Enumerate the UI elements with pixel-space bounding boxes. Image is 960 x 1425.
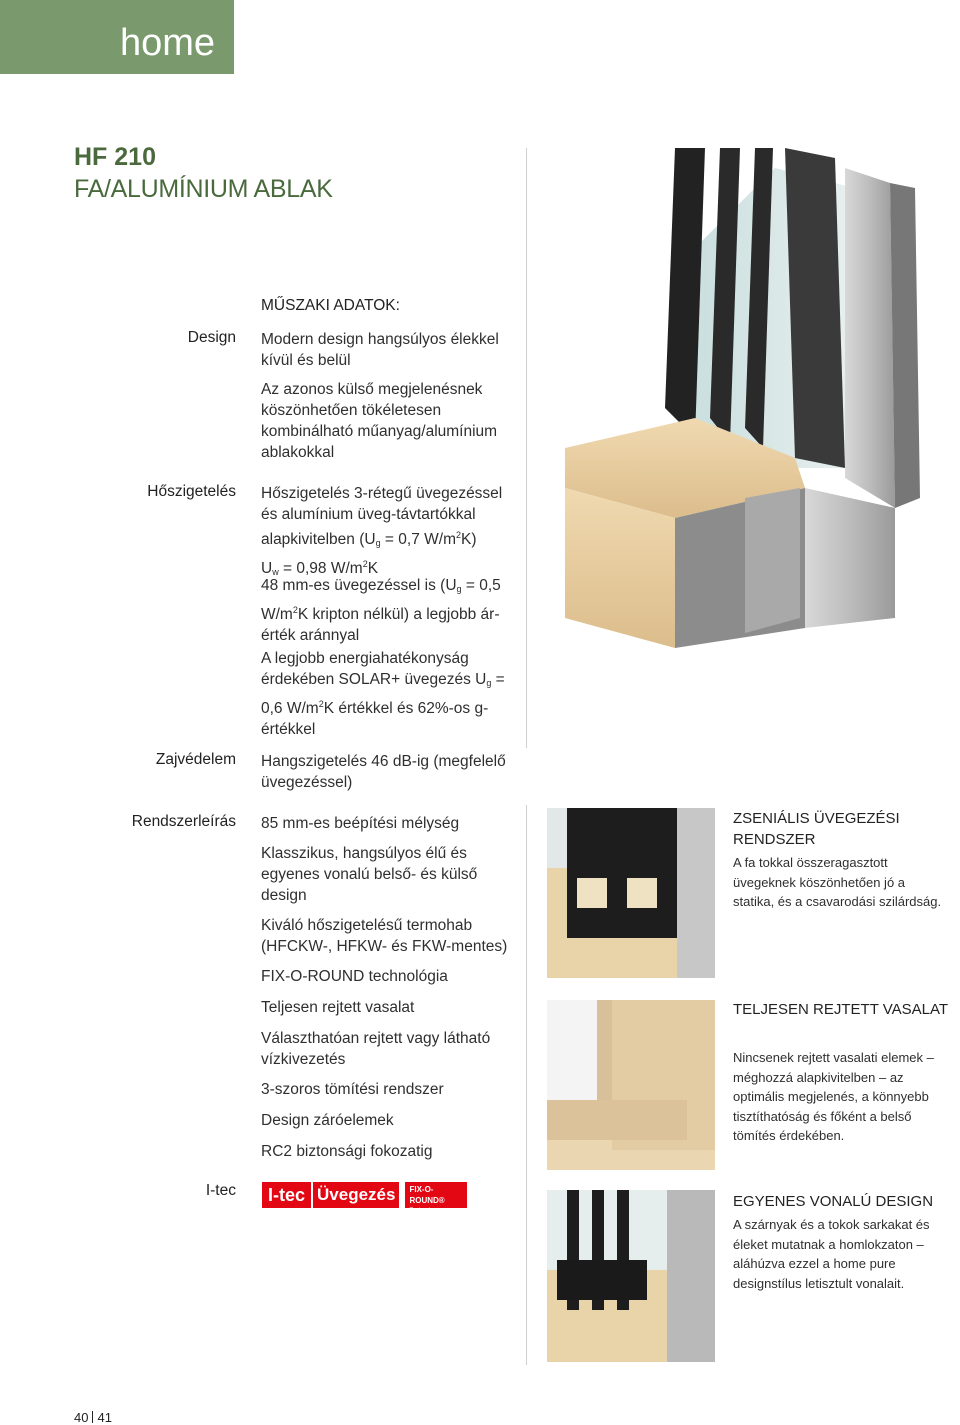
system-item: Klasszikus, hangsúlyos élű és egyenes vonalú belső- és külső design	[261, 845, 478, 904]
text: 48 mm-es üvegezéssel is (U	[261, 577, 457, 594]
feature-text: A fa tokkal összeragasztott üvegeknek köszönhetően jó a statika, és a csavarodási szilárdság.	[733, 855, 942, 909]
system-item: Teljesen rejtett vasalat	[261, 999, 415, 1016]
system-item: Választhatóan rejtett vagy látható vízkivezetés	[261, 1030, 491, 1068]
page-separator	[92, 1411, 93, 1423]
system-item: Kiváló hőszigetelésű termohab (HFCKW-, HFKW- és FKW-mentes)	[261, 917, 508, 955]
text: 2	[362, 559, 368, 569]
system-item: Design záróelemek	[261, 1112, 394, 1129]
label-design: Design	[187, 329, 236, 346]
itec-logo	[262, 1182, 480, 1214]
feature-title: TELJESEN REJTETT VASALAT	[733, 1001, 949, 1018]
label-system: Rendszerleírás	[131, 813, 236, 830]
text: = 0,6 W/m	[261, 671, 505, 717]
label-insulation: Hőszigetelés	[147, 483, 236, 500]
feature-title: ZSENIÁLIS ÜVEGEZÉSI RENDSZER	[733, 810, 900, 848]
text: K	[367, 560, 379, 577]
hidden-hardware-image	[547, 1000, 715, 1170]
text: g	[456, 584, 462, 594]
fix-logo-sub: Technology	[409, 1208, 440, 1214]
window-profile-image	[545, 148, 940, 668]
text: g	[375, 538, 381, 548]
divider-line	[526, 805, 527, 1365]
noise-paragraph: Hangszigetelés 46 dB-ig (megfelelő üvegezéssel)	[261, 753, 506, 791]
itec-logo-text: I-tec	[262, 1182, 311, 1208]
uvegezes-logo-text: Üvegezés	[311, 1182, 399, 1208]
feature-title: EGYENES VONALÚ DESIGN	[733, 1193, 934, 1210]
header-tab-label: home	[120, 22, 216, 64]
text: = 0,98 W/m	[278, 560, 363, 577]
text: U	[261, 560, 273, 577]
text: K értékkel és 62%-os g-értékkel	[261, 700, 489, 738]
text: 2	[292, 605, 298, 615]
insulation-paragraph-3	[261, 648, 521, 740]
insulation-paragraph-2	[261, 575, 521, 646]
text: g	[486, 678, 492, 688]
product-name: FA/ALUMÍNIUM ABLAK	[74, 175, 333, 203]
text: 2	[318, 699, 324, 709]
straight-design-image	[547, 1190, 715, 1362]
text: Hőszigetelés 3-rétegű üvegezéssel és alumínium üveg-távtartókkal alapkivitelben (U	[261, 485, 503, 548]
divider-line	[526, 148, 527, 748]
text: K)	[461, 531, 477, 548]
design-paragraph-1: Modern design hangsúlyos élekkel kívül és belül	[261, 331, 499, 369]
header-tab	[0, 0, 234, 74]
system-item: 85 mm-es beépítési mélység	[261, 815, 460, 832]
specs-heading: MŰSZAKI ADATOK:	[261, 297, 400, 314]
text: A legjobb energiahatékonyság érdekében SOLAR+ üvegezés U	[261, 650, 487, 688]
label-itec: I-tec	[205, 1182, 236, 1199]
glazing-system-image	[547, 808, 715, 978]
page-right: 41	[97, 1410, 112, 1425]
design-paragraph-2: Az azonos külső megjelenésnek köszönhetően tökéletesen kombinálható műanyag/alumínium ablakokkal	[261, 381, 498, 461]
text: = 0,5 W/m	[261, 577, 501, 623]
fix-logo-text: FIX-O-ROUND®	[409, 1185, 445, 1205]
text: 2	[455, 530, 461, 540]
page-left: 40	[74, 1410, 89, 1425]
system-item: RC2 biztonsági fokozatig	[261, 1143, 433, 1160]
insulation-paragraph-1	[261, 483, 521, 583]
feature-text: A szárnyak és a tokok sarkakat és éleket mutatnak a homlokzaton – aláhúzva ezzel a home pure designstílus letisztult vonalait.	[733, 1217, 930, 1291]
product-code: HF 210	[74, 143, 156, 171]
text: K kripton nélkül) a legjobb ár-érték aránnyal	[261, 606, 500, 644]
feature-text: Nincsenek rejtett vasalati elemek – méghozzá alapkivitelben – az optimális megjelenés, a könnyebb tisztíthatóság és főként a belső tömítés érdekében.	[733, 1050, 934, 1143]
text: w	[272, 567, 279, 577]
system-item: FIX-O-ROUND technológia	[261, 968, 448, 985]
fix-o-round-logo	[405, 1182, 467, 1214]
system-item: 3-szoros tömítési rendszer	[261, 1081, 444, 1098]
text: = 0,7 W/m	[380, 531, 456, 548]
label-noise: Zajvédelem	[155, 751, 236, 768]
